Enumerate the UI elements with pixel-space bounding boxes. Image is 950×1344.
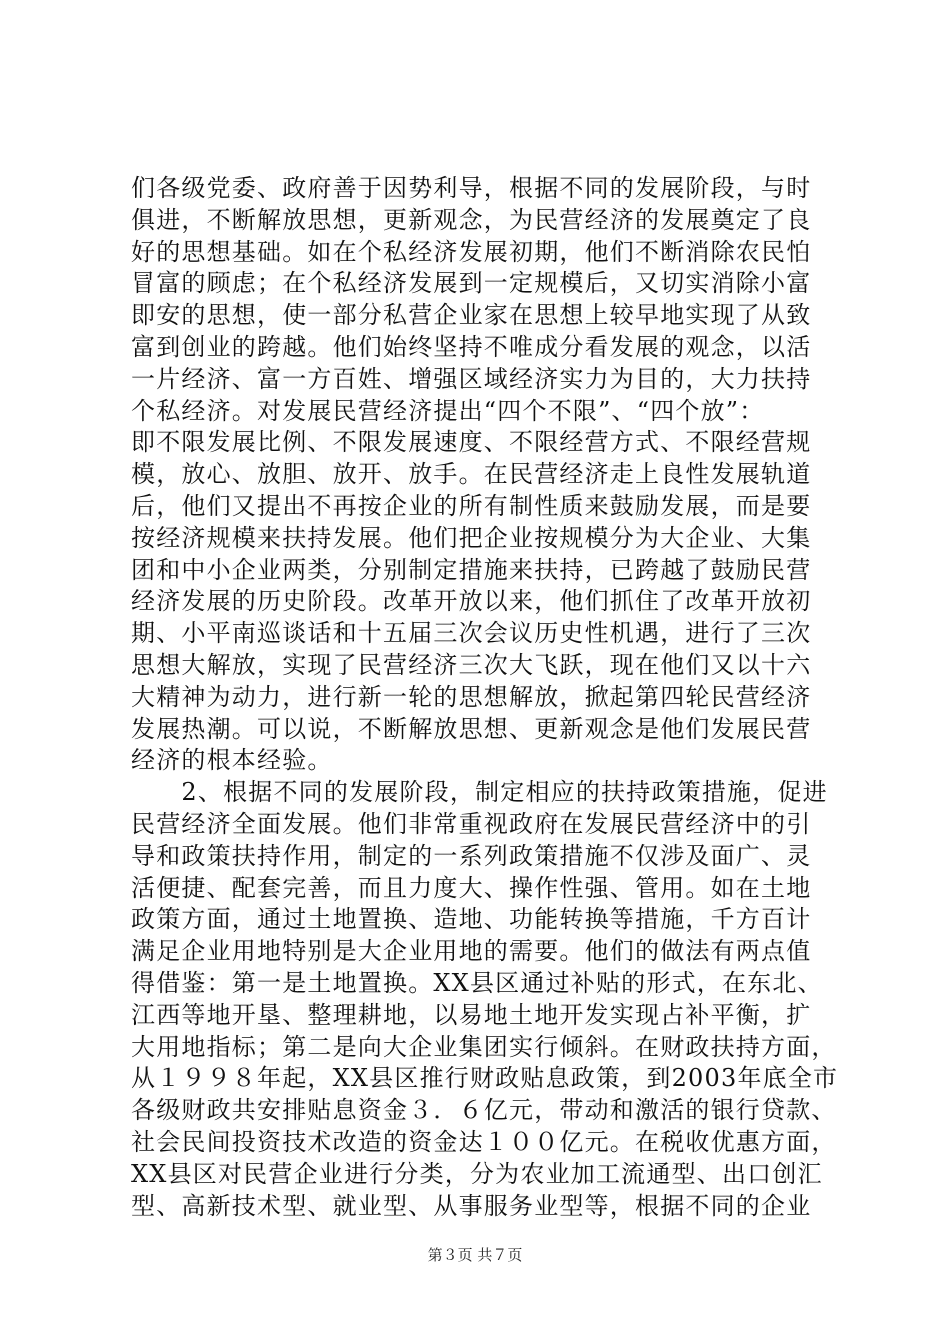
text-line: 按经济规模来扶持发展。他们把企业按规模分为大企业、大集	[131, 523, 812, 552]
body-text	[131, 173, 839, 1222]
text-line: 经济发展的历史阶段。改革开放以来，他们抓住了改革开放初	[131, 587, 812, 616]
text-line: 从１９９８年起，XX县区推行财政贴息政策，到2003年底全市	[131, 1064, 839, 1093]
text-line: 民营经济全面发展。他们非常重视政府在发展民营经济中的引	[131, 809, 812, 838]
text-line: 得借鉴：第一是土地置换。XX县区通过补贴的形式，在东北、	[131, 968, 823, 997]
text-line: 个私经济。对发展民营经济提出“四个不限”、“四个放”：	[131, 396, 765, 425]
text-line: 后，他们又提出不再按企业的所有制性质来鼓励发展，而是要	[131, 491, 812, 520]
text-line: 政策方面，通过土地置换、造地、功能转换等措施，千方百计	[131, 905, 812, 934]
text-line: 江西等地开垦、整理耕地，以易地土地开发实现占补平衡，扩	[131, 1000, 812, 1029]
text-line: 满足企业用地特别是大企业用地的需要。他们的做法有两点值	[131, 937, 812, 966]
page-footer	[0, 1245, 950, 1265]
text-line: 们各级党委、政府善于因势利导，根据不同的发展阶段，与时	[131, 174, 812, 202]
text-line: 冒富的顾虑；在个私经济发展到一定规模后，又切实消除小富	[131, 269, 812, 298]
page-number: 第３页 共７页	[427, 1246, 523, 1264]
text-line: 导和政策扶持作用，制定的一系列政策措施不仅涉及面广、灵	[131, 841, 812, 870]
text-line: 发展热潮。可以说，不断解放思想、更新观念是他们发展民营	[131, 714, 812, 743]
text-line: 团和中小企业两类，分别制定措施来扶持，已跨越了鼓励民营	[131, 555, 812, 584]
text-line: 2、根据不同的发展阶段，制定相应的扶持政策措施，促进	[131, 778, 828, 807]
text-line: 模，放心、放胆、放开、放手。在民营经济走上良性发展轨道	[131, 460, 812, 489]
text-line: XX县区对民营企业进行分类，分为农业加工流通型、出口创汇	[131, 1159, 823, 1188]
text-line: 社会民间投资技术改造的资金达１００亿元。在税收优惠方面，	[131, 1127, 837, 1156]
text-line: 大精神为动力，进行新一轮的思想解放，掀起第四轮民营经济	[131, 682, 812, 711]
text-line: 思想大解放，实现了民营经济三次大飞跃，现在他们又以十六	[131, 650, 812, 679]
text-line: 型、高新技术型、就业型、从事服务业型等，根据不同的企业	[131, 1191, 812, 1220]
text-line: 即不限发展比例、不限发展速度、不限经营方式、不限经营规	[131, 428, 812, 457]
text-line: 各级财政共安排贴息资金３．６亿元，带动和激活的银行贷款、	[131, 1096, 837, 1125]
text-line: 富到创业的跨越。他们始终坚持不唯成分看发展的观念，以活	[131, 332, 812, 361]
text-line: 活便捷、配套完善，而且力度大、操作性强、管用。如在土地	[131, 873, 812, 902]
text-line: 一片经济、富一方百姓、增强区域经济实力为目的，大力扶持	[131, 364, 812, 393]
text-line: 经济的根本经验。	[131, 746, 333, 775]
text-line: 俱进，不断解放思想，更新观念，为民营经济的发展奠定了良	[131, 205, 812, 234]
text-line: 期、小平南巡谈话和十五届三次会议历史性机遇，进行了三次	[131, 619, 812, 648]
text-line: 大用地指标；第二是向大企业集团实行倾斜。在财政扶持方面，	[131, 1032, 837, 1061]
text-line: 好的思想基础。如在个私经济发展初期，他们不断消除农民怕	[131, 237, 812, 266]
text-line: 即安的思想，使一部分私营企业家在思想上较早地实现了从致	[131, 301, 812, 330]
